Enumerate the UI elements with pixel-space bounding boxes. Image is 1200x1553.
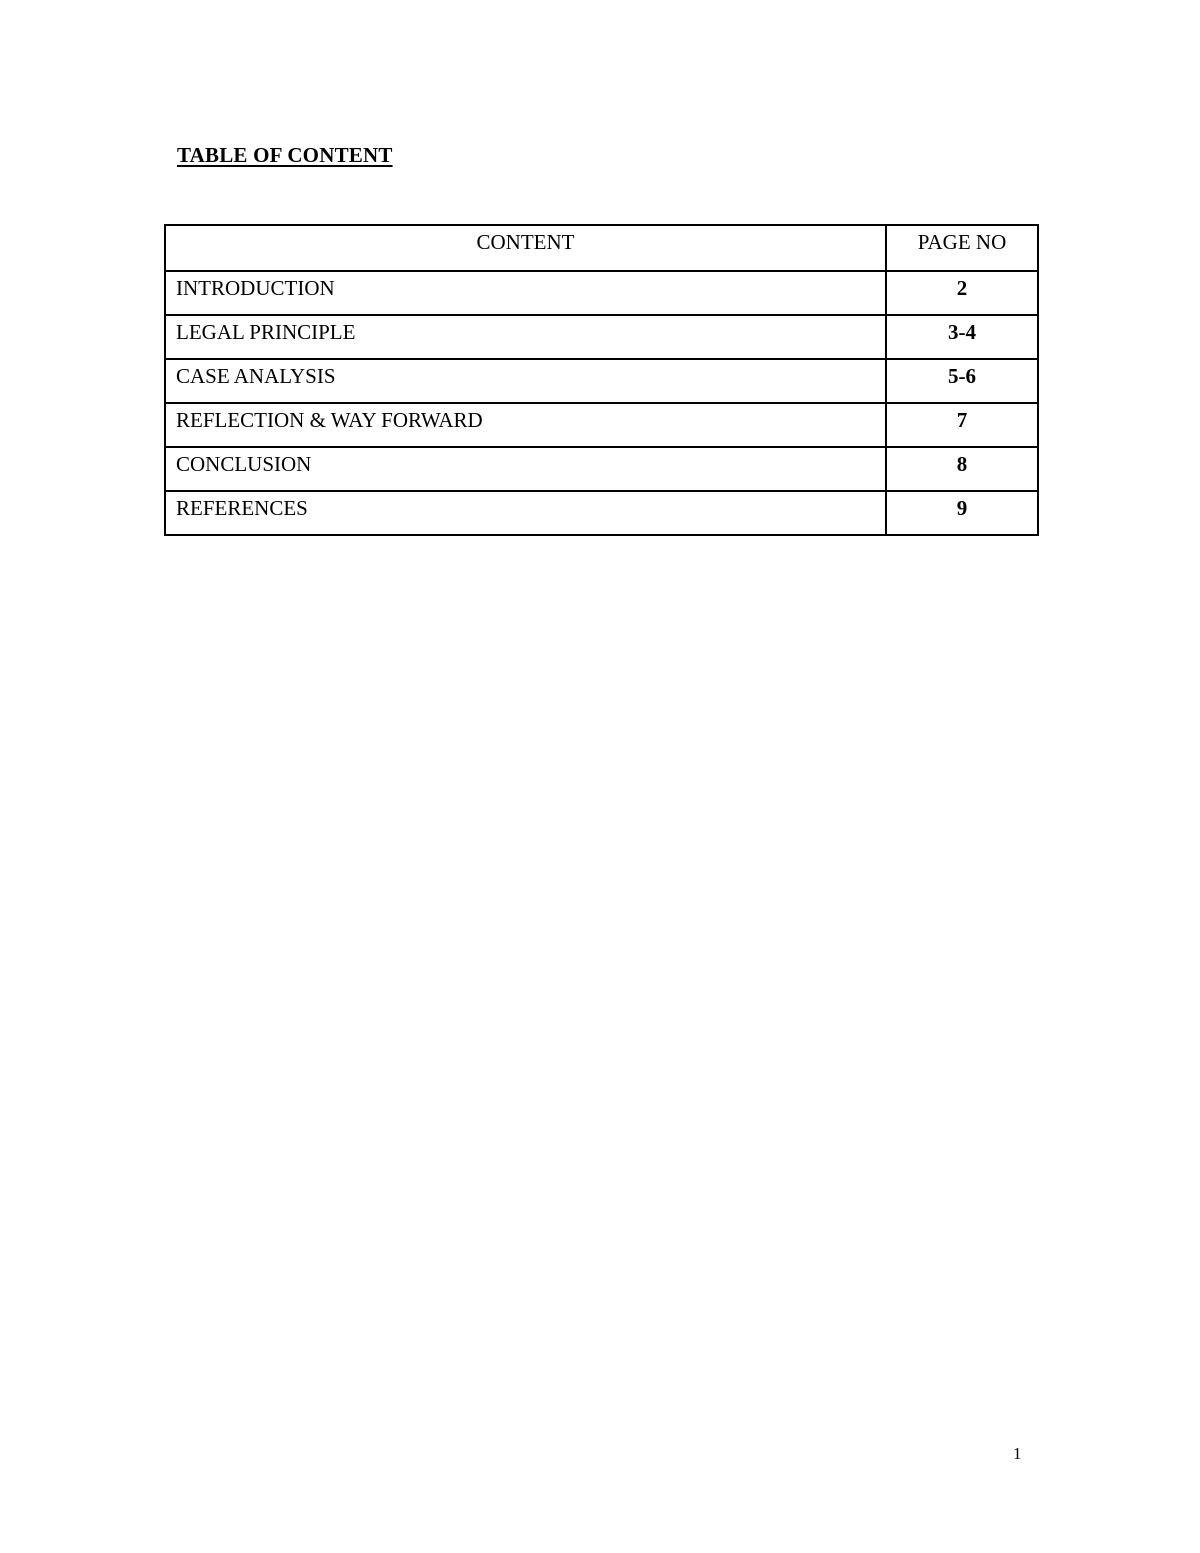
table-row [165, 271, 1038, 315]
table-row [165, 491, 1038, 535]
toc-entry-title: REFERENCES [165, 491, 886, 535]
table-row [165, 403, 1038, 447]
toc-entry-page: 7 [886, 403, 1038, 447]
toc-entry-page: 9 [886, 491, 1038, 535]
toc-entry-title: LEGAL PRINCIPLE [165, 315, 886, 359]
table-row [165, 447, 1038, 491]
toc-entry-title: REFLECTION & WAY FORWARD [165, 403, 886, 447]
table-row [165, 359, 1038, 403]
table-row [165, 315, 1038, 359]
column-header-content: CONTENT [165, 225, 886, 271]
table-header-row [165, 225, 1038, 271]
toc-entry-page: 8 [886, 447, 1038, 491]
column-header-page-no: PAGE NO [886, 225, 1038, 271]
toc-entry-title: CONCLUSION [165, 447, 886, 491]
page-number: 1 [1013, 1444, 1022, 1463]
toc-entry-page: 3-4 [886, 315, 1038, 359]
toc-entry-title: CASE ANALYSIS [165, 359, 886, 403]
toc-entry-page: 2 [886, 271, 1038, 315]
toc-entry-title: INTRODUCTION [165, 271, 886, 315]
page-title: TABLE OF CONTENT [177, 143, 393, 167]
table-of-contents [164, 224, 1039, 536]
toc-entry-page: 5-6 [886, 359, 1038, 403]
